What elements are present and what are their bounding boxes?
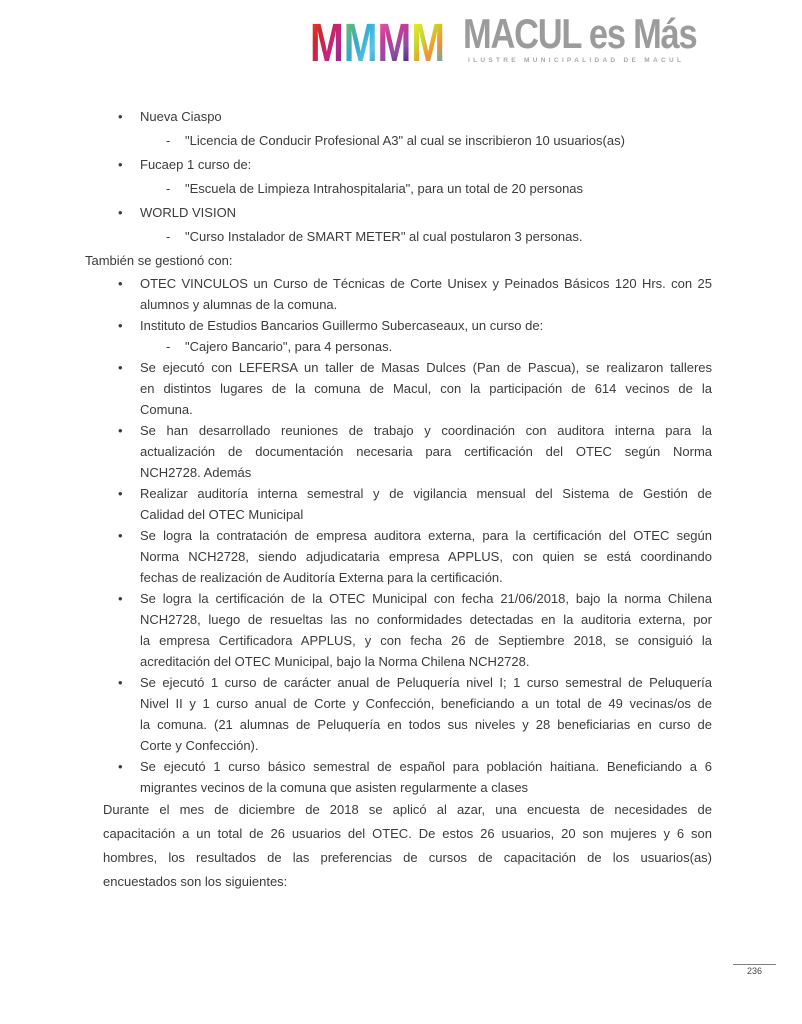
list-item <box>85 420 712 483</box>
list-item <box>85 525 712 588</box>
sub-list-item-text: "Licencia de Conducir Profesional A3" al cual se inscribieron 10 usuarios(as) <box>185 133 625 148</box>
bullet-marker: • <box>118 205 123 220</box>
list-item-line: Norma NCH2728, siendo adjudicataria empresa APPLUS, con quien se está coordinando <box>140 549 712 564</box>
bullet-marker: • <box>118 157 123 172</box>
sub-list-item-text: "Escuela de Limpieza Intrahospitalaria", para un total de 20 personas <box>185 181 584 196</box>
list-item-line: Instituto de Estudios Bancarios Guillermo Subercaseaux, un curso de: <box>140 318 544 333</box>
logo-letter-m: M <box>310 13 344 73</box>
paragraph-line: encuestados son los siguientes: <box>103 874 288 889</box>
list-item-line: Realizar auditoría interna semestral y de vigilancia mensual del Sistema de Gestión de <box>140 486 712 501</box>
logo-mmmm <box>310 13 445 73</box>
list-item-line: en distintos lugares de la comuna de Macul, con la participación de 614 vecinos de la <box>140 381 712 396</box>
list-item <box>85 588 712 672</box>
paragraph-line: Durante el mes de diciembre de 2018 se aplicó al azar, una encuesta de necesidades de <box>103 802 712 817</box>
bullet-marker: • <box>118 360 123 375</box>
list-item-text: Fucaep 1 curso de: <box>140 157 252 172</box>
list-item <box>85 483 712 525</box>
list-item <box>85 273 712 315</box>
bullet-marker: • <box>118 276 123 291</box>
paragraph-line: capacitación a un total de 26 usuarios del OTEC. De estos 26 usuarios, 20 son mujeres y 6 son <box>103 826 712 841</box>
list-item-line: actualización de documentación necesaria para certificación del OTEC según Norma <box>140 444 712 459</box>
list-item-line: Se ejecutó 1 curso de carácter anual de Peluquería nivel I; 1 curso semestral de Peluquería <box>140 675 712 690</box>
list-item-line: acreditación del OTEC Municipal, bajo la Norma Chilena NCH2728. <box>140 654 530 669</box>
sub-list-item-text: "Cajero Bancario", para 4 personas. <box>185 339 393 354</box>
list-item-line: Calidad del OTEC Municipal <box>140 507 304 522</box>
page-number: 236 <box>733 964 776 977</box>
list-item-line: NCH2728, luego de resueltas las no conformidades detectadas en la auditoria externa, por <box>140 612 712 627</box>
logo-letter-m: M <box>411 13 445 73</box>
list-item-line: la comuna. (21 alumnas de Peluquería en todos sus niveles y 28 beneficiarias en curso de <box>140 717 712 732</box>
dash-marker: - <box>166 181 171 196</box>
list-item <box>85 672 712 756</box>
intro-list <box>85 105 712 249</box>
bullet-marker: • <box>118 591 123 606</box>
sub-list-item <box>85 177 712 201</box>
list-item-line: Se han desarrollado reuniones de trabajo y coordinación con auditora interna para la <box>140 423 712 438</box>
list-item <box>85 315 712 336</box>
bullet-marker: • <box>118 675 123 690</box>
bullet-marker: • <box>118 423 123 438</box>
bullet-marker: • <box>118 486 123 501</box>
list-item <box>85 153 712 177</box>
logo-letter-m: M <box>377 13 412 73</box>
managed-list <box>85 273 712 798</box>
list-item-line: la empresa Certificadora APPLUS, y con fecha 26 de Septiembre 2018, se consiguió la <box>140 633 712 648</box>
logo-title: MACUL es Más <box>463 10 697 57</box>
bullet-marker: • <box>118 109 123 124</box>
list-item <box>85 357 712 420</box>
list-item <box>85 105 712 129</box>
list-item-text: WORLD VISION <box>140 205 237 220</box>
sub-list-item <box>85 129 712 153</box>
dash-marker: - <box>166 229 171 244</box>
municipality-logo <box>310 0 730 85</box>
logo-letter-m: M <box>343 13 378 73</box>
bullet-marker: • <box>118 759 123 774</box>
dash-marker: - <box>166 339 171 354</box>
list-item-line: alumnos y alumnas de la comuna. <box>140 297 338 312</box>
list-item-line: Se logra la certificación de la OTEC Municipal con fecha 21/06/2018, bajo la norma Chilena <box>140 591 712 606</box>
sub-list-item <box>85 225 712 249</box>
list-item-line: Nivel II y 1 curso anual de Corte y Confección, beneficiando a un total de 49 vecinas/os de <box>140 696 712 711</box>
list-item-line: Se ejecutó con LEFERSA un taller de Masas Dulces (Pan de Pascua), se realizaron talleres <box>140 360 712 375</box>
list-item-line: Corte y Confección). <box>140 738 259 753</box>
bullet-marker: • <box>118 528 123 543</box>
logo-subtitle: ILUSTRE MUNICIPALIDAD DE MACUL <box>468 57 685 64</box>
document-body <box>85 105 712 894</box>
list-item-line: NCH2728. Además <box>140 465 252 480</box>
sub-list-item <box>85 336 712 357</box>
list-item-text: Nueva Ciaspo <box>140 109 222 124</box>
section-heading: También se gestionó con: <box>85 253 233 268</box>
bullet-marker: • <box>118 318 123 333</box>
dash-marker: - <box>166 133 171 148</box>
list-item-line: Comuna. <box>140 402 193 417</box>
list-item <box>85 201 712 225</box>
sub-list-item-text: "Curso Instalador de SMART METER" al cual postularon 3 personas. <box>185 229 583 244</box>
closing-paragraph <box>103 798 712 894</box>
list-item-line: Se ejecutó 1 curso básico semestral de español para población haitiana. Beneficiando a 6 <box>140 759 712 774</box>
paragraph-line: hombres, los resultados de las preferencias de cursos de capacitación de los usuarios(as) <box>103 850 712 865</box>
list-item-line: Se logra la contratación de empresa auditora externa, para la certificación del OTEC según <box>140 528 712 543</box>
list-item-line: migrantes vecinos de la comuna que asisten regularmente a clases <box>140 780 529 795</box>
list-item-line: fechas de realización de Auditoría Externa para la certificación. <box>140 570 503 585</box>
list-item <box>85 756 712 798</box>
list-item-line: OTEC VINCULOS un Curso de Técnicas de Corte Unisex y Peinados Básicos 120 Hrs. con 25 <box>140 276 712 291</box>
